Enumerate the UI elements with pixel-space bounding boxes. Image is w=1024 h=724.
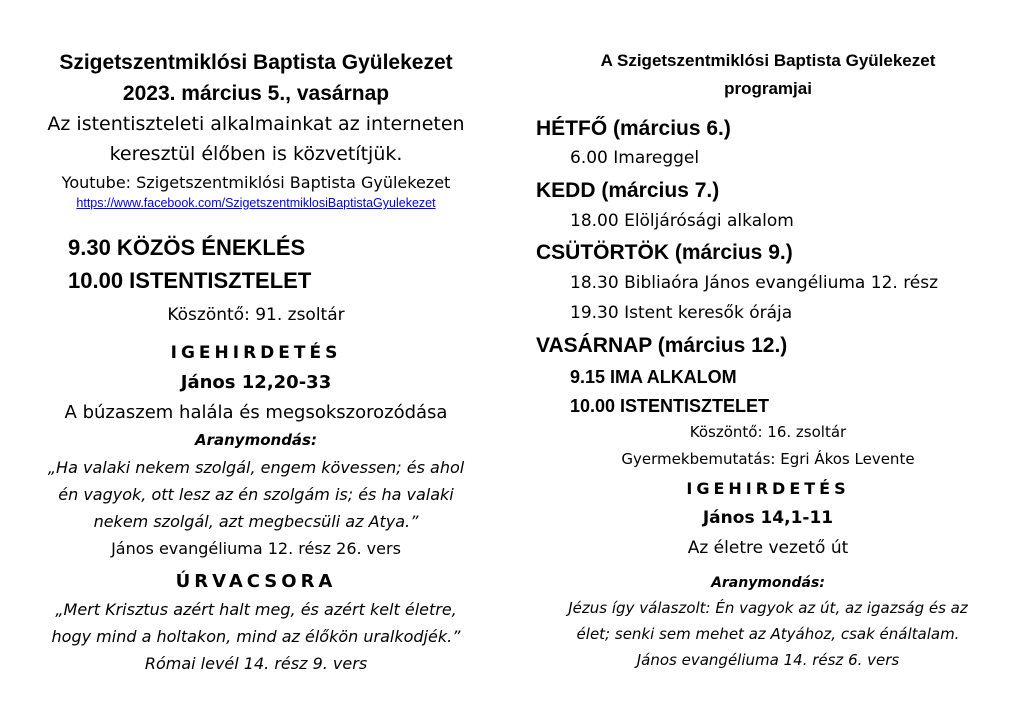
golden-verse-heading: Aranymondás: [711, 575, 825, 591]
day-heading-sunday: VASÁRNAP (március 12.) [536, 334, 788, 357]
service-date: 2023. március 5., vasárnap [122, 82, 390, 105]
golden-verse-line: Jézus így válaszolt: Én vagyok az út, az igazság és az [568, 599, 968, 617]
church-name: Szigetszentmiklósi Baptista Gyülekezet [59, 51, 453, 74]
youtube-channel: Youtube: Szigetszentmiklósi Baptista Gyülekezet [61, 173, 451, 192]
golden-verse-line: „Ha valaki nekem szolgál, engem kövessen; és ahol [47, 458, 465, 477]
sermon-title: Az életre vezető út [687, 538, 849, 558]
sermon-reference: János 12,20-33 [180, 372, 332, 393]
stream-note-line1: Az istentiszteleti alkalmainkat az interneten [47, 113, 465, 135]
golden-verse-reference: János evangéliuma 12. rész 26. vers [111, 539, 401, 558]
golden-verse-line: élet; senki sem mehet az Atyához, csak énáltalam. [576, 625, 960, 643]
greeting-psalm: Köszöntő: 91. zsoltár [167, 305, 345, 325]
communion-verse-reference: Római levél 14. rész 9. vers [144, 654, 368, 673]
sermon-reference: János 14,1-11 [702, 508, 834, 528]
golden-verse-heading: Aranymondás: [195, 431, 317, 449]
sermon-heading: IGEHIRDETÉS [170, 343, 342, 363]
day-heading-thursday: CSÜTÖRTÖK (március 9.) [536, 241, 793, 264]
programs-title: A Szigetszentmiklósi Baptista Gyülekezet [600, 51, 936, 70]
day-heading-tuesday: KEDD (március 7.) [536, 179, 720, 202]
singing-time: 9.30 KÖZÖS ÉNEKLÉS [68, 235, 306, 260]
service-time: 10.00 ISTENTISZTELET [68, 268, 312, 293]
program-item: 6.00 Imareggel [570, 148, 700, 168]
sermon-heading: IGEHIRDETÉS [686, 479, 850, 498]
facebook-link-row [0, 197, 512, 210]
communion-heading: ÚRVACSORA [175, 571, 337, 592]
sermon-title: A búzaszem halála és megsokszorozódása [64, 402, 448, 423]
program-item: 18.30 Bibliaóra János evangéliuma 12. rész [570, 273, 939, 293]
sunday-greeting: Köszöntő: 16. zsoltár [689, 423, 847, 441]
golden-verse-reference: János evangéliuma 14. rész 6. vers [636, 651, 900, 669]
facebook-link[interactable]: https://www.facebook.com/SzigetszentmiklosiBaptistaGyulekezet [76, 196, 436, 210]
programs-title-line2: programjai [724, 79, 812, 98]
golden-verse-line: én vagyok, ott lesz az én szolgám is; és ha valaki [58, 485, 454, 504]
communion-verse-line: hogy mind a holtakon, mind az élőkön uralkodjék.” [51, 627, 461, 646]
communion-verse-line: „Mert Krisztus azért halt meg, és azért kelt életre, [55, 600, 457, 619]
sunday-service: 10.00 ISTENTISZTELET [570, 396, 770, 416]
program-item: 18.00 Elöljárósági alkalom [570, 211, 794, 231]
stream-note-line2: keresztül élőben is közvetítjük. [109, 143, 403, 165]
day-heading-monday: HÉTFŐ (március 6.) [536, 117, 731, 140]
sunday-prayer: 9.15 IMA ALKALOM [570, 367, 737, 387]
child-presentation: Gyermekbemutatás: Egri Ákos Levente [621, 450, 915, 468]
golden-verse-line: nekem szolgál, azt megbecsüli az Atya.” [93, 512, 419, 531]
program-item: 19.30 Istent keresők órája [570, 303, 793, 323]
right-panel [512, 0, 1024, 724]
